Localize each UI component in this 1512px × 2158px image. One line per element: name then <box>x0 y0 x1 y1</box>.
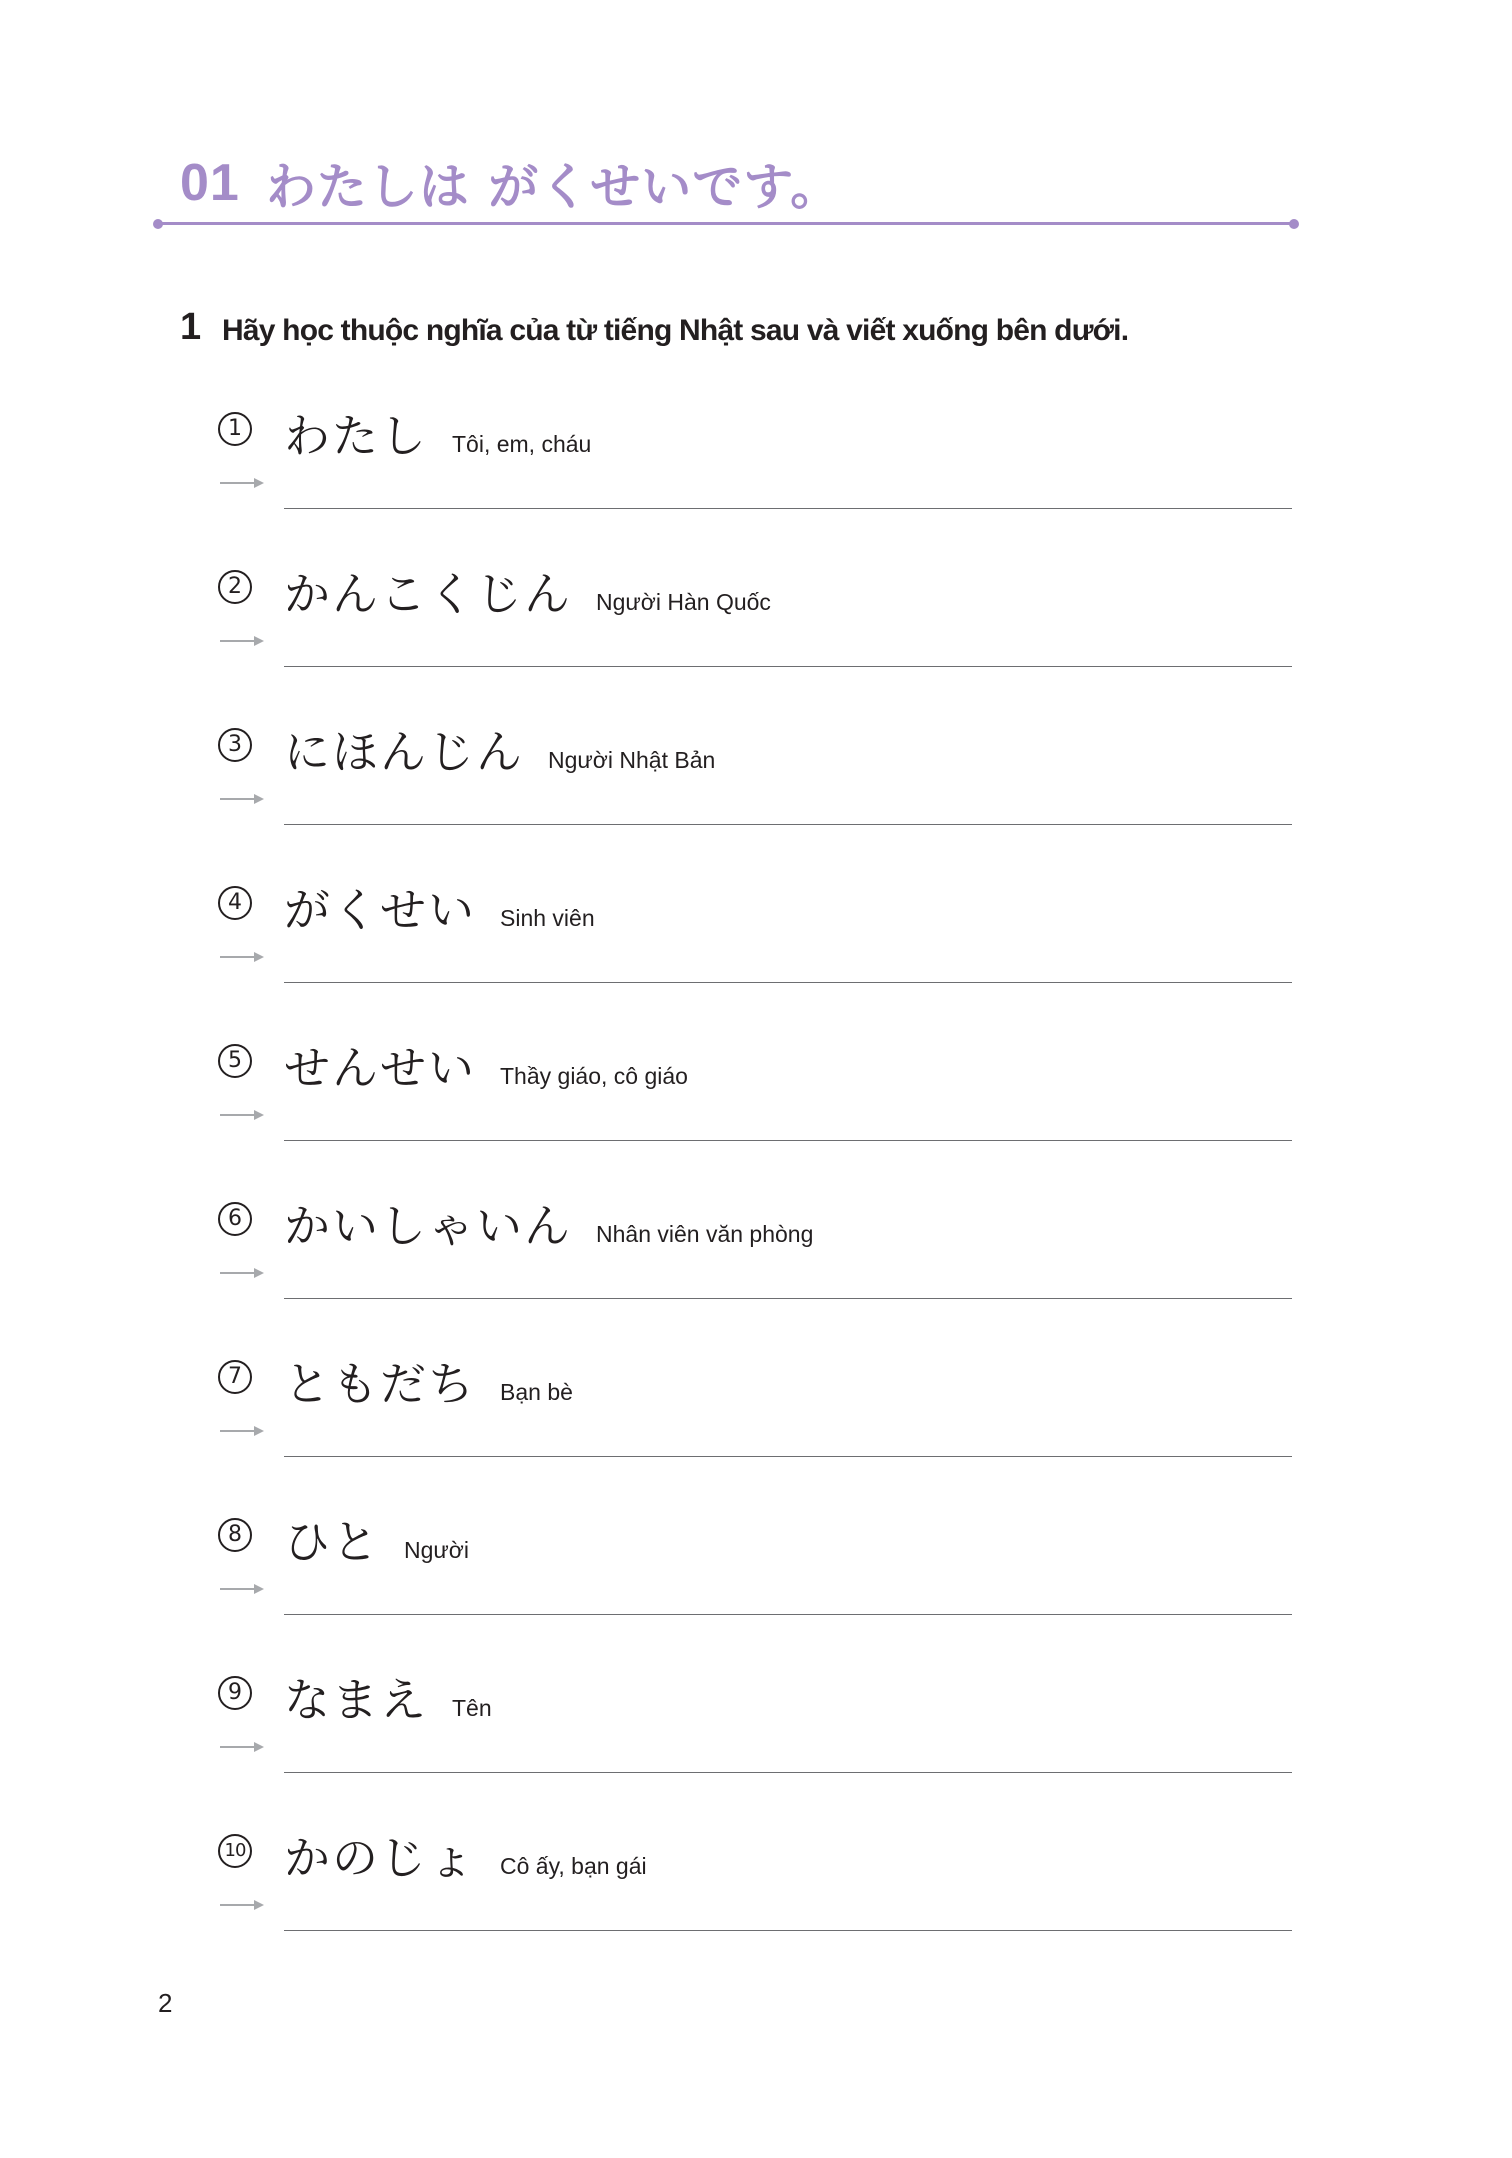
vietnamese-meaning: Nhân viên văn phòng <box>596 1221 814 1247</box>
item-marker: 8 <box>218 1518 252 1552</box>
answer-line[interactable] <box>284 1930 1292 1931</box>
item-marker: 2 <box>218 570 252 604</box>
vocab-item <box>0 1198 1512 1356</box>
vietnamese-meaning: Tên <box>452 1695 492 1721</box>
vocab-item <box>0 408 1512 566</box>
japanese-word <box>284 1822 647 1888</box>
japanese-word <box>284 1032 688 1098</box>
item-marker: 10 <box>218 1834 252 1868</box>
japanese-word-text: わたし <box>284 409 428 463</box>
answer-line[interactable] <box>284 1772 1292 1773</box>
right-arrow-icon <box>220 950 264 964</box>
vocab-item <box>0 1356 1512 1514</box>
item-marker: 5 <box>218 1044 252 1078</box>
right-arrow-icon <box>220 634 264 648</box>
vietnamese-meaning: Người Hàn Quốc <box>596 589 771 615</box>
japanese-word-text: ともだち <box>284 1357 476 1411</box>
vietnamese-meaning: Sinh viên <box>500 905 595 931</box>
right-arrow-icon <box>220 1266 264 1280</box>
vietnamese-meaning: Bạn bè <box>500 1379 573 1405</box>
vocab-item <box>0 1514 1512 1672</box>
right-arrow-icon <box>220 476 264 490</box>
japanese-word-text: がくせい <box>284 883 476 937</box>
japanese-word <box>284 1348 573 1414</box>
item-marker: 4 <box>218 886 252 920</box>
item-marker: 3 <box>218 728 252 762</box>
answer-line[interactable] <box>284 666 1292 667</box>
japanese-word-text: にほんじん <box>284 725 524 779</box>
vietnamese-meaning: Người <box>404 1537 469 1563</box>
vocab-item <box>0 1672 1512 1830</box>
item-marker: 6 <box>218 1202 252 1236</box>
answer-line[interactable] <box>284 824 1292 825</box>
japanese-word-text: ひと <box>284 1515 380 1569</box>
japanese-word <box>284 1506 469 1572</box>
japanese-word <box>284 874 595 940</box>
answer-line[interactable] <box>284 1456 1292 1457</box>
japanese-word <box>284 400 591 466</box>
answer-line[interactable] <box>284 1614 1292 1615</box>
exercise-instruction: Hãy học thuộc nghĩa của từ tiếng Nhật sau và viết xuống bên dưới. <box>222 314 1129 347</box>
right-arrow-icon <box>220 1424 264 1438</box>
japanese-word <box>284 1664 492 1730</box>
vocab-item <box>0 1830 1512 1988</box>
vietnamese-meaning: Tôi, em, cháu <box>452 431 592 457</box>
lesson-number: 01 <box>180 154 240 212</box>
vietnamese-meaning: Cô ấy, bạn gái <box>500 1853 647 1879</box>
page-number: 2 <box>158 1988 173 2018</box>
item-marker: 7 <box>218 1360 252 1394</box>
vocab-item <box>0 724 1512 882</box>
japanese-word <box>284 558 771 624</box>
japanese-word <box>284 716 715 782</box>
answer-line[interactable] <box>284 982 1292 983</box>
answer-line[interactable] <box>284 1298 1292 1299</box>
vocab-item <box>0 566 1512 724</box>
right-arrow-icon <box>220 792 264 806</box>
title-divider <box>158 222 1294 225</box>
japanese-word-text: かんこくじん <box>284 567 572 621</box>
japanese-word-text: かのじょ <box>284 1831 476 1885</box>
item-marker: 9 <box>218 1676 252 1710</box>
right-arrow-icon <box>220 1108 264 1122</box>
japanese-word-text: せんせい <box>284 1041 476 1095</box>
right-arrow-icon <box>220 1740 264 1754</box>
answer-line[interactable] <box>284 508 1292 509</box>
exercise-number: 1 <box>180 306 202 348</box>
divider-dot-right <box>1289 219 1299 229</box>
vietnamese-meaning: Người Nhật Bản <box>548 747 716 773</box>
japanese-word-text: なまえ <box>284 1673 428 1727</box>
japanese-word <box>284 1190 813 1256</box>
lesson-title <box>180 148 841 218</box>
vocab-item <box>0 882 1512 1040</box>
vocab-item <box>0 1040 1512 1198</box>
item-marker: 1 <box>218 412 252 446</box>
vietnamese-meaning: Thầy giáo, cô giáo <box>500 1063 688 1089</box>
divider-dot-left <box>153 219 163 229</box>
lesson-title-text: わたしは がくせいです。 <box>265 158 842 216</box>
japanese-word-text: かいしゃいん <box>284 1199 572 1253</box>
right-arrow-icon <box>220 1898 264 1912</box>
right-arrow-icon <box>220 1582 264 1596</box>
answer-line[interactable] <box>284 1140 1292 1141</box>
